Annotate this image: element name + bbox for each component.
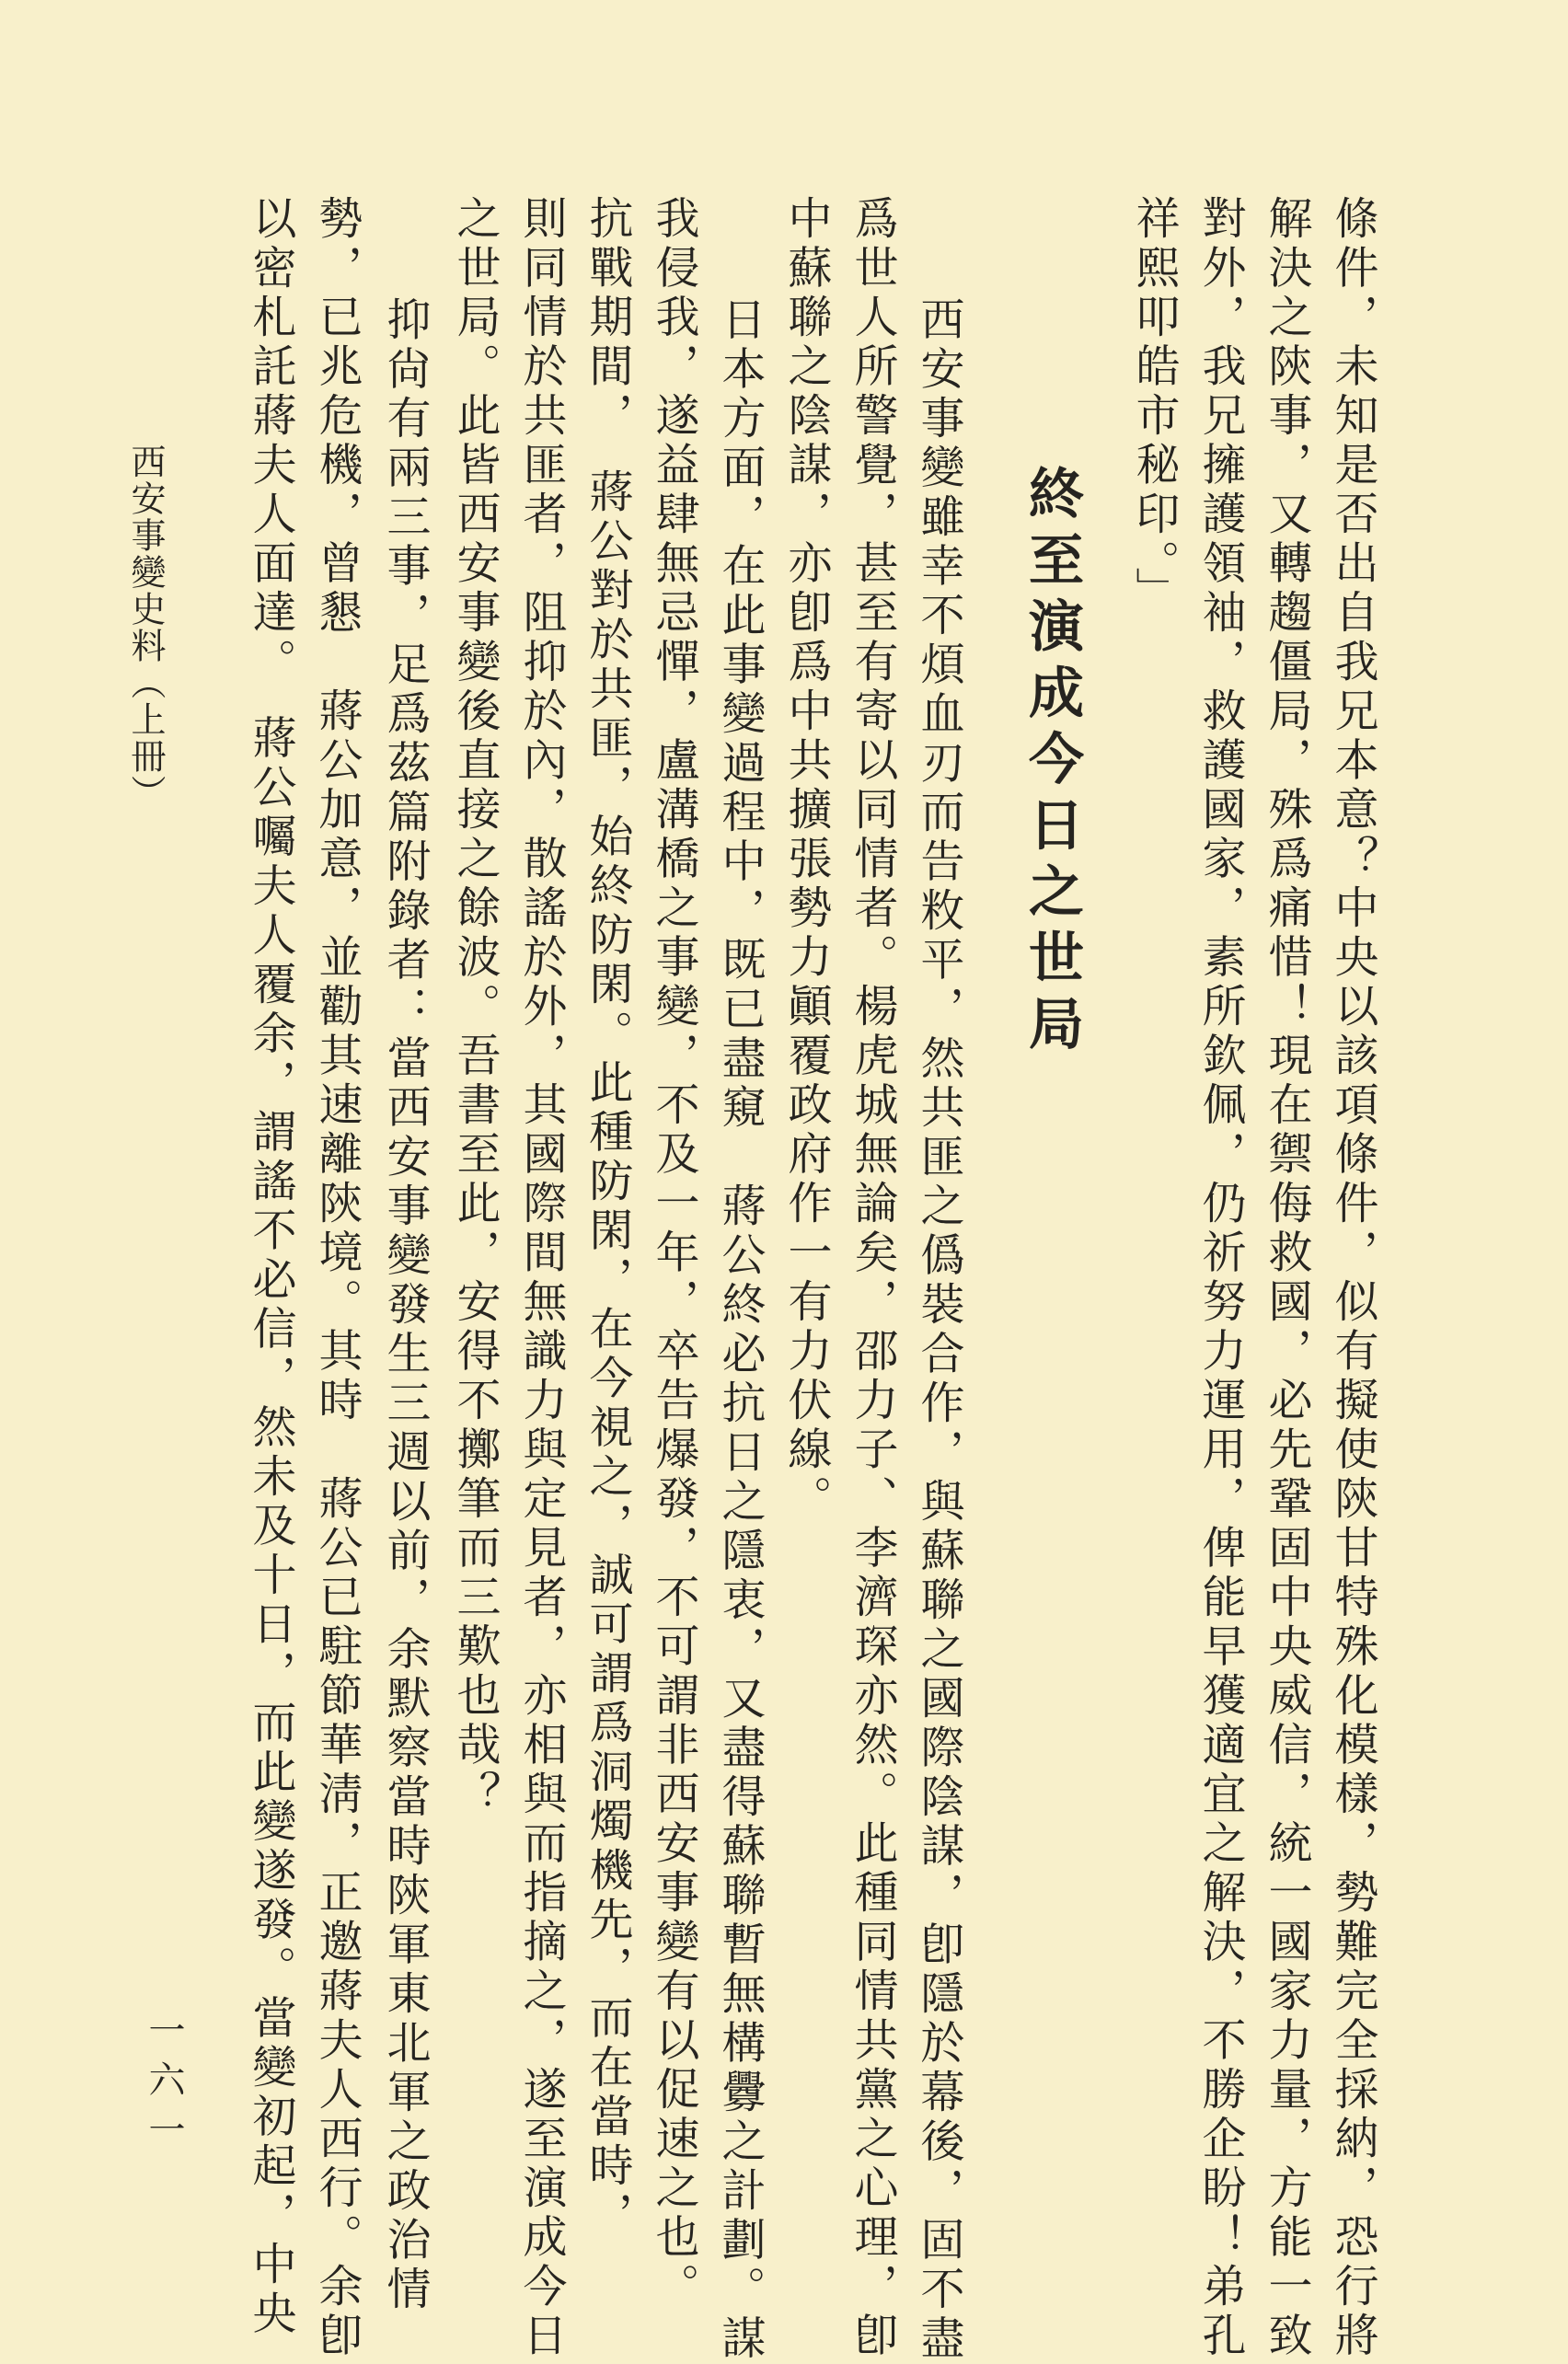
body-line: 抗戰期間， 蔣公對於共匪，始終防閑。此種防閑，在今視之，誠可謂爲洞燭機先，而在當時，: [582, 195, 633, 2241]
page-number: 一六一: [143, 2011, 185, 2160]
section-title: 終至演成今日之世局: [1020, 465, 1084, 1061]
body-line: 以密札託蔣夫人面達。 蔣公囑夫人覆余，謂謠不必信，然未及十日，而此變遂發。當變初起，中央: [245, 195, 296, 2339]
body-line: 我侵我，遂益肆無忌憚，盧溝橋之事變，不及一年，卒告爆發，不可謂非西安事變有以促速之也。: [648, 195, 699, 2312]
body-line: 抑尙有兩三事，足爲茲篇附錄者：當西安事變發生三週以前，余默察當時陝軍東北軍之政治情: [379, 296, 431, 2315]
body-line: 則同情於共匪者，阻抑於內，散謠於外，其國際間無識力與定見者，亦相與而指摘之，遂至演成今日: [515, 195, 567, 2361]
body-line: 爲世人所警覺，甚至有寄以同情者。楊虎城無論矣，邵力子、李濟琛亦然。此種同情共黨之心理，卽: [847, 195, 898, 2361]
letter-signature: 祥熙叩皓市秘印。」: [1128, 195, 1180, 617]
body-line: 之世局。此皆西安事變後直接之餘波。吾書至此，安得不擲筆而三歎也哉？: [449, 195, 501, 1820]
body-line: 西安事變雖幸不煩血刃而告敉平，然共匪之僞裝合作，與蘇聯之國際陰謀，卽隱於幕後，固不盡: [913, 296, 964, 2364]
letter-line: 對外，我兄擁護領袖，救護國家，素所欽佩，仍祈努力運用，俾能早獲適宜之解決，不勝企盼！弟孔: [1194, 195, 1246, 2361]
letter-line: 解決之陝事，又轉趨僵局，殊爲痛惜！現在禦侮救國，必先鞏固中央威信，統一國家力量，方能一致: [1261, 195, 1312, 2361]
footer-book-title: 西安事變史料（上冊）: [125, 444, 166, 812]
body-line: 日本方面，在此事變過程中，既已盡窺 蔣公終必抗日之隱衷，又盡得蘇聯暫無構釁之計劃。謀: [714, 296, 766, 2364]
letter-line: 條件，未知是否出自我兄本意？中央以該項條件，似有擬使陝甘特殊化模樣，勢難完全採納，恐行將: [1327, 195, 1378, 2361]
body-line: 勢，已兆危機，曾懇 蔣公加意，並勸其速離陝境。其時 蔣公已駐節華淸，正邀蔣夫人西行。余卽: [311, 195, 363, 2361]
body-line: 中蘇聯之陰謀，亦卽爲中共擴張勢力顚覆政府作一有力伏線。: [780, 195, 832, 1525]
